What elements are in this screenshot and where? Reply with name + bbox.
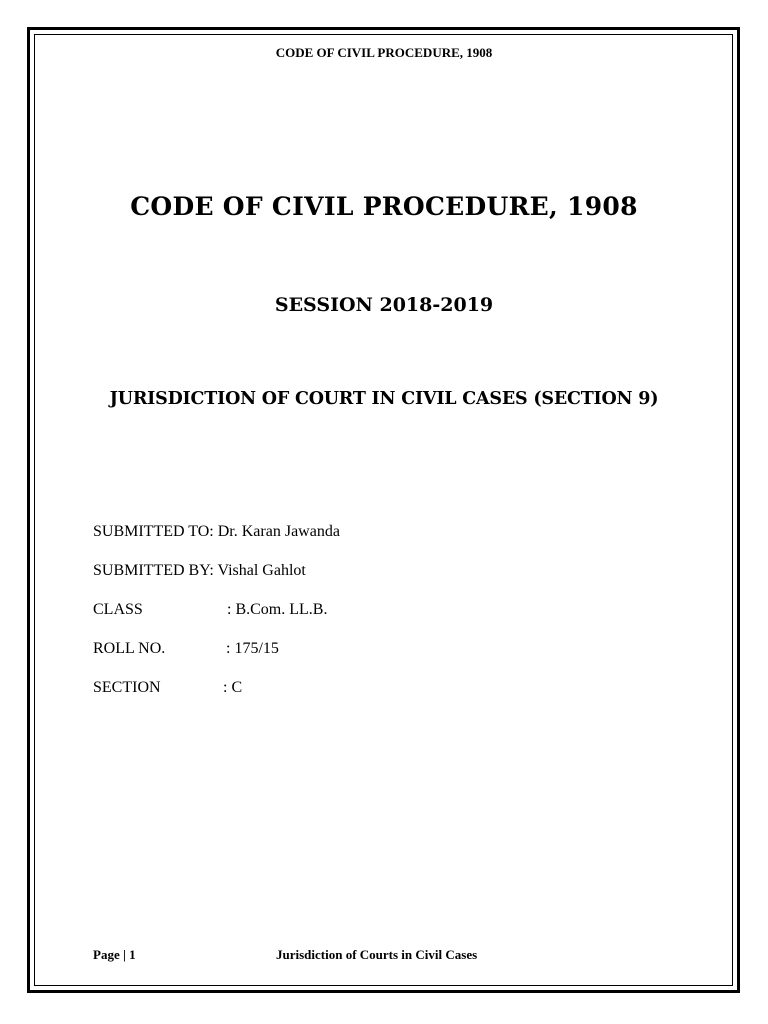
submitted-by-label: SUBMITTED BY: [93, 562, 214, 579]
class-value: : B.Com. LL.B. [227, 601, 328, 618]
document-title: CODE OF CIVIL PROCEDURE, 1908 [130, 192, 638, 221]
roll-no-row [93, 640, 340, 679]
submitted-by-row [93, 562, 340, 601]
class-row [93, 601, 340, 640]
submitted-to-label: SUBMITTED TO: [93, 523, 214, 540]
page-number: Page | 1 [93, 947, 136, 962]
session-heading: SESSION 2018-2019 [274, 294, 494, 316]
running-header: CODE OF CIVIL PROCEDURE, 1908 [275, 45, 493, 60]
topic-heading: JURISDICTION OF COURT IN CIVIL CASES (SECTION 9) [109, 389, 659, 409]
roll-no-value: : 175/15 [226, 640, 279, 657]
section-row [93, 679, 340, 718]
submitted-to-value: Dr. Karan Jawanda [213, 523, 340, 540]
submitted-to-row [93, 523, 340, 562]
footer-title: Jurisdiction of Courts in Civil Cases [276, 947, 478, 962]
section-value: : C [223, 679, 243, 696]
class-label: CLASS [93, 601, 143, 618]
page-border-inner [34, 34, 733, 986]
roll-no-label: ROLL NO. [93, 640, 166, 657]
submitted-by-value: Vishal Gahlot [213, 562, 306, 579]
submission-details [93, 523, 340, 718]
section-label: SECTION [93, 679, 161, 696]
